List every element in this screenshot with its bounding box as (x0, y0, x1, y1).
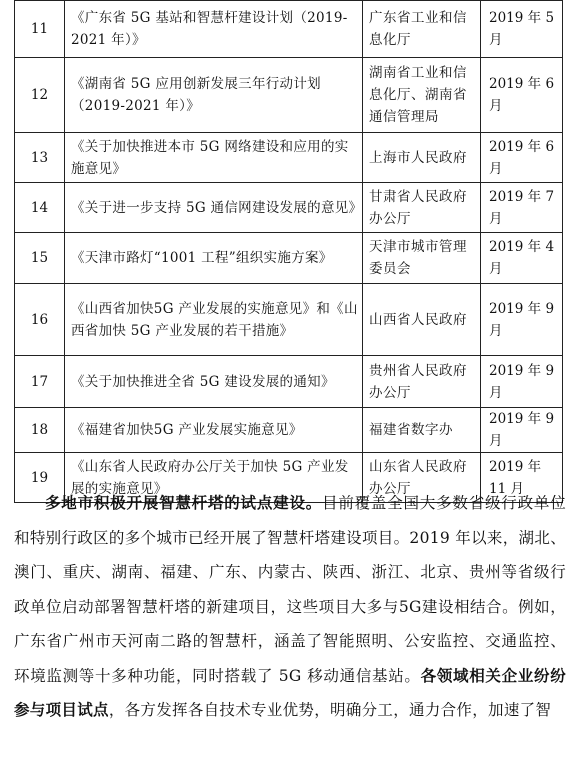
document-title: 《湖南省 5G 应用创新发展三年行动计划（2019-2021 年）》 (65, 58, 363, 133)
issue-date: 2019 年 5 月 (481, 1, 563, 58)
document-title: 《山东省人民政府办公厅关于加快 5G 产业发展的实施意见》 (65, 453, 363, 503)
issue-date: 2019 年 9 月 (481, 284, 563, 356)
row-number: 13 (15, 133, 65, 183)
document-title: 《关于加快推进全省 5G 建设发展的通知》 (65, 356, 363, 408)
row-number: 15 (15, 233, 65, 284)
document-title: 《天津市路灯“1001 工程”组织实施方案》 (65, 233, 363, 284)
row-number: 19 (15, 453, 65, 503)
row-number: 11 (15, 1, 65, 58)
document-title: 《广东省 5G 基站和智慧杆建设计划（2019-2021 年）》 (65, 1, 363, 58)
policy-table (14, 0, 563, 503)
issue-date: 2019 年 4 月 (481, 233, 563, 284)
issuing-department: 贵州省人民政府办公厅 (363, 356, 481, 408)
paragraph-text: 目前覆盖全国大多数省级行政单位和特别行政区的多个城市已经开展了智慧杆塔建设项目。2019 年以来，湖北、澳门、重庆、湖南、福建、广东、内蒙古、陕西、浙江、北京、贵州等省级行政单位启动部署智慧杆塔的新建项目，这些项目大多与5G建设相结合。例如，广东省广州市天河南二路的智慧杆，涵盖了智能照明、公安监控、交通监控、环境监测等十多种功能，同时搭载了 5G 移动通信基站。 (14, 494, 566, 685)
issuing-department: 福建省数字办 (363, 408, 481, 453)
issuing-department: 湖南省工业和信息化厅、湖南省通信管理局 (363, 58, 481, 133)
table-row (15, 1, 563, 58)
issuing-department: 上海市人民政府 (363, 133, 481, 183)
table-row (15, 183, 563, 233)
issuing-department: 山西省人民政府 (363, 284, 481, 356)
table-row (15, 233, 563, 284)
paragraph (14, 486, 566, 728)
issue-date: 2019 年 9 月 (481, 408, 563, 453)
paragraph-heading: 各领域相关企业纷纷参与项目试点 (14, 665, 566, 719)
document-title: 《福建省加快5G 产业发展实施意见》 (65, 408, 363, 453)
issuing-department: 甘肃省人民政府办公厅 (363, 183, 481, 233)
table-row (15, 284, 563, 356)
issue-date: 2019 年 6 月 (481, 58, 563, 133)
document-title: 《关于加快推进本市 5G 网络建设和应用的实施意见》 (65, 133, 363, 183)
issue-date: 2019 年 7 月 (481, 183, 563, 233)
table-row (15, 133, 563, 183)
document-title: 《关于进一步支持 5G 通信网建设发展的意见》 (65, 183, 363, 233)
table-row (15, 408, 563, 453)
table-row (15, 356, 563, 408)
body-text (14, 486, 566, 728)
row-number: 17 (15, 356, 65, 408)
row-number: 14 (15, 183, 65, 233)
issue-date: 2019 年 9 月 (481, 356, 563, 408)
row-number: 16 (15, 284, 65, 356)
row-number: 18 (15, 408, 65, 453)
paragraph-heading: 多地市积极开展智慧杆塔的试点建设。 (45, 493, 323, 512)
document-title: 《山西省加快5G 产业发展的实施意见》和《山西省加快 5G 产业发展的若干措施》 (65, 284, 363, 356)
issuing-department: 山东省人民政府办公厅 (363, 453, 481, 503)
paragraph-text: ，各方发挥各自技术专业优势，明确分工，通力合作，加速了智 (108, 701, 552, 719)
issuing-department: 广东省工业和信息化厅 (363, 1, 481, 58)
table-row (15, 58, 563, 133)
issuing-department: 天津市城市管理委员会 (363, 233, 481, 284)
issue-date: 2019 年 11 月 (481, 453, 563, 503)
issue-date: 2019 年 6 月 (481, 133, 563, 183)
row-number: 12 (15, 58, 65, 133)
